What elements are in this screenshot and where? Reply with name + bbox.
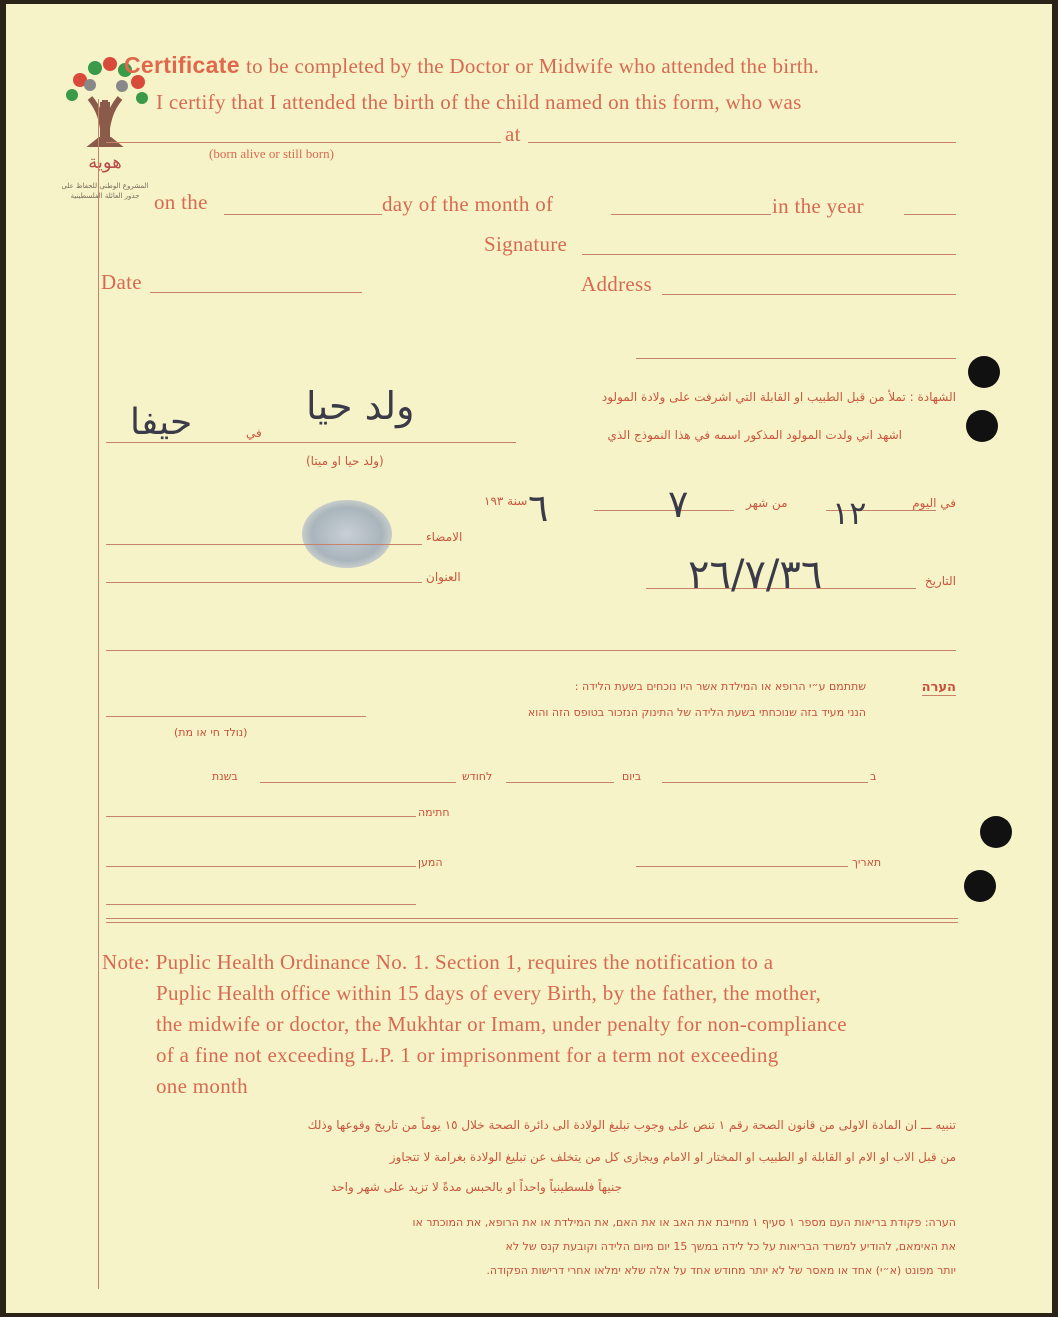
born-alive-note: (born alive or still born) [209,146,334,161]
handwritten-month: ٧ [668,482,689,526]
logo-caption-line2: جذور العائلة الفلسطينية [70,192,140,200]
note-english-line3: the midwife or doctor, the Mukhtar or Imam, under penalty for non-compliance [156,1012,847,1036]
address-label: Address [581,272,652,296]
day-of-month-label: day of the month of [382,192,554,216]
place-line [528,142,956,143]
divider-bottom [106,922,958,923]
in-the-year-label: in the year [772,194,864,218]
hebrew-heading-label: הערה [921,680,956,695]
hebrew-address-line [106,866,416,867]
arabic-year-label: سنة ١٩٣ [484,494,528,508]
born-status-line [106,142,501,143]
note-english-line1: Note: Puplic Health Ordinance No. 1. Section 1, requires the notification to a [102,950,774,974]
arabic-date-label: التاريخ [924,574,956,588]
note-hebrew-line2: את האימאם, להודיע למשרד הבריאות על כל לידה במשך 15 יום מיום הלידה וקובעת קנס של לא [505,1240,956,1253]
arabic-month-line [594,510,734,511]
arabic-address-line [106,582,422,583]
arabic-address-label: العنوان [426,570,461,584]
hebrew-born-note: (נולד חי או מת) [174,726,248,739]
arabic-signature-line [106,544,422,545]
at-label: at [505,122,521,146]
logo-arabic-name: هوية [88,152,122,173]
punch-hole-3 [980,816,1012,848]
title-rest: to be completed by the Doctor or Midwife who attended the birth. [246,54,820,78]
hebrew-month-label: לחודש [462,770,493,783]
handwritten-year: ٦ [528,486,549,530]
hebrew-signature-label: חתימה [418,806,450,819]
note-hebrew-line3: יותר מפונט (א״י) אחד או מאסר של לא יותר מחודש אחד על אלה שלא ימלאו אחרי דרישות הפקודה. [486,1264,956,1277]
hebrew-day-label: ביום [622,770,642,783]
certify-text: I certify that I attended the birth of the child named on this form, who was [156,90,802,114]
month-line [611,214,771,215]
hebrew-month-line [506,782,614,783]
certificate-page [6,4,1052,1313]
arabic-month-label: من شهر [746,496,788,510]
certificate-title: Certificate [124,52,240,78]
logo-caption-line1: المشروع الوطني للحفاظ على [61,182,149,190]
hebrew-heading-text: שתתמם ע״י הרופא או המילדת אשר היו נוכחים בשעת הלידה : [574,680,866,693]
handwritten-born-status: ولد حيا [306,384,415,428]
note-english-line4: of a fine not exceeding L.P. 1 or imprisonment for a term not exceeding [156,1043,779,1067]
arabic-fi: في [246,426,262,440]
date-line [150,292,362,293]
handwritten-place: حيفا [130,402,193,443]
signature-label: Signature [484,232,568,256]
divider-top [106,918,958,919]
punch-hole-4 [964,870,996,902]
arabic-born-note: (ولد حيا او ميتا) [306,454,384,468]
arabic-certify: اشهد اني ولدت المولود المذكور اسمه في هذا النموذج الذي [607,428,902,442]
arabic-day-label: في اليوم [912,496,956,510]
arabic-heading: الشهادة : تملأ من قبل الطبيب او القابلة التي اشرفت على ولادة المولود [601,390,956,404]
handwritten-date: ٢٦/٧/٣٦ [688,552,823,598]
hebrew-b: ב [870,770,877,783]
day-line [224,214,382,215]
note-english-line2: Puplic Health office within 15 days of every Birth, by the father, the mother, [156,981,822,1005]
hebrew-date-line [636,866,848,867]
note-arabic-line2: من قبل الاب او الام او القابلة او الطبيب او المختار او الامام ويجازى كل من يتخلف عن تبليغ الولادة بغرامة لا تتجاوز [389,1150,956,1164]
hebrew-signature-line [106,816,416,817]
hebrew-day-line [662,782,868,783]
address-line-1 [662,294,956,295]
on-the-label: on the [154,190,208,214]
note-hebrew-line1: הערה: פקודת בריאות העם מספר ١ סעיף ١ מחייבת את האב או את האם, את המילדת או את הרופא, את המוכתר או [412,1216,956,1229]
hebrew-year-line [260,782,456,783]
hebrew-date-label: תאריך [852,856,882,869]
hebrew-certify: הנני מעיד בזה שנוכחתי בשעת הלידה של התינוק הנזכור בטופס הזה והוא [527,706,866,719]
hebrew-extra-line [106,904,416,905]
note-english-line5: one month [156,1074,248,1098]
left-margin-line [98,99,99,1289]
hebrew-year-label: בשנת [212,770,238,783]
arabic-section-bottom-line [106,650,956,651]
arabic-signature-label: الامضاء [426,530,463,544]
signature-line [582,254,956,255]
handwritten-day: ١٢ [832,494,867,532]
year-line [904,214,956,215]
official-stamp [302,500,392,568]
hebrew-born-line [106,716,366,717]
punch-hole-2 [966,410,998,442]
punch-hole-1 [968,356,1000,388]
note-arabic-line3: جنيهاً فلسطينياً واحداً او بالحبس مدةً لا تزيد على شهر واحد [330,1180,622,1194]
date-label: Date [101,270,142,294]
address-line-2 [636,358,956,359]
hebrew-address-label: המען [418,856,443,869]
note-arabic-line1: تنبيه ـــ ان المادة الاولى من قانون الصحة رقم ١ تنص على وجوب تبليغ الولادة الى دائرة الصحة خلال ١٥ يوماً من تاريخ وقوعها وذلك [307,1118,956,1132]
